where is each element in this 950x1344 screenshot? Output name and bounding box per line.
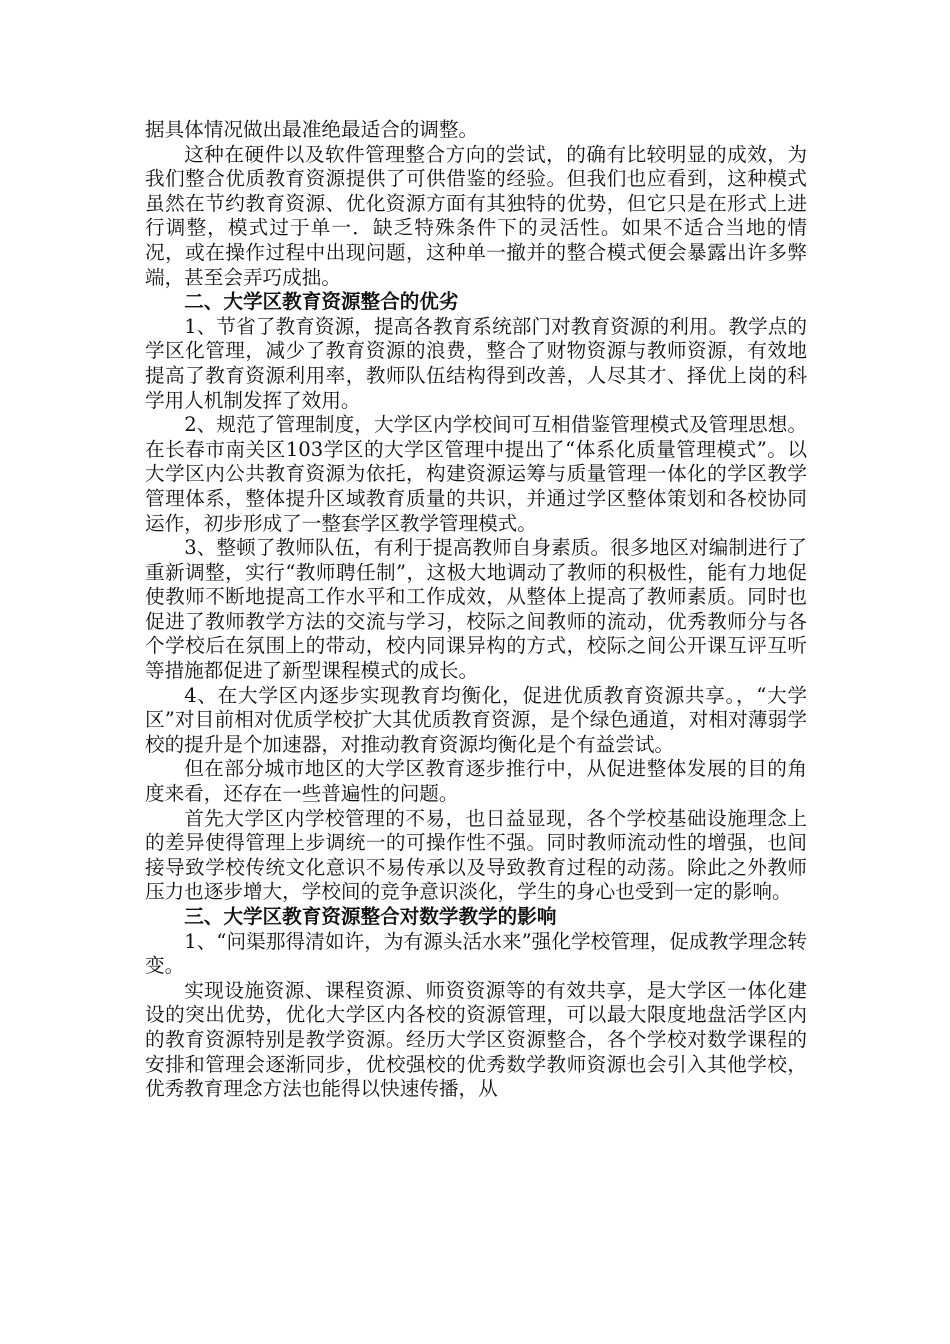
paragraph-point-4: 4、在大学区内逐步实现教育均衡化，促进优质教育资源共享。，“大学区”对目前相对优质学校扩大其优质教育资源，是个绿色通道，对相对薄弱学校的提升是个加速器，对推动教育资源均衡化是个有益尝试。 — [145, 683, 807, 756]
paragraph-resource-sharing: 实现设施资源、课程资源、师资资源等的有效共享，是大学区一体化建设的突出优势，优化大学区内各校的资源管理，可以最大限度地盘活学区内的教育资源特别是教学资源。经历大学区资源整合，各个学校对数学课程的安排和管理会逐渐同步，优校强校的优秀数学教师资源也会引入其他学校，优秀教育理念方法也能得以快速传播，从 — [145, 978, 807, 1101]
paragraph-problems-intro: 但在部分城市地区的大学区教育逐步推行中，从促进整体发展的目的角度来看，还存在一些普遍性的问题。 — [145, 757, 807, 806]
document-page — [145, 118, 807, 1102]
section-heading-3: 三、大学区教育资源整合对数学教学的影响 — [184, 905, 557, 928]
paragraph-continuation: 据具体情况做出最准绝最适合的调整。 — [145, 118, 479, 141]
paragraph-point-3: 3、整顿了教师队伍，有利于提高教师自身素质。很多地区对编制进行了重新调整，实行“教师聘任制”，这极大地调动了教师的积极性，能有力地促使教师不断地提高工作水平和工作成效，从整体上提高了教师素质。同时也促进了教师教学方法的交流与学习，校际之间教师的流动，优秀教师分与各个学校后在氛围上的带动，校内同课异构的方式，校际之间公开课互评互听等措施都促进了新型课程模式的成长。 — [145, 536, 807, 683]
paragraph-point-1: 1、节省了教育资源，提高各教育系统部门对教育资源的利用。教学点的学区化管理，减少了教育资源的浪费，整合了财物资源与教师资源，有效地提高了教育资源利用率，教师队伍结构得到改善，人尽其才、择优上岗的科学用人机制发挥了效用。 — [145, 314, 807, 412]
paragraph-point-2: 2、规范了管理制度，大学区内学校间可互相借鉴管理模式及管理思想。在长春市南关区103学区的大学区管理中提出了“体系化质量管理模式”。以大学区内公共教育资源为依托，构建资源运筹与质量管理一体化的学区教学管理体系，整体提升区域教育质量的共识，并通过学区整体策划和各校协同运作，初步形成了一整套学区教学管理模式。 — [145, 413, 807, 535]
paragraph-integration-attempt: 这种在硬件以及软件管理整合方向的尝试，的确有比较明显的成效，为我们整合优质教育资源提供了可供借鉴的经验。但我们也应看到，这种模式虽然在节约教育资源、优化资源方面有其独特的优势，但它只是在形式上进行调整，模式过于单一．缺乏特殊条件下的灵活性。如果不适合当地的情况，或在操作过程中出现问题，这种单一撤并的整合模式便会暴露出许多弊端，甚至会弄巧成拙。 — [145, 142, 807, 289]
paragraph-problems-detail: 首先大学区内学校管理的不易，也日益显现，各个学校基础设施理念上的差异使得管理上步调统一的可操作性不强。同时教师流动性的增强，也间接导致学校传统文化意识不易传承以及导致教育过程的动荡。除此之外教师压力也逐步增大，学校间的竞争意识淡化，学生的身心也受到一定的影响。 — [145, 806, 807, 904]
section-heading-2: 二、大学区教育资源整合的优劣 — [184, 290, 459, 314]
paragraph-math-point-1: 1、“问渠那得清如许，为有源头活水来”强化学校管理，促成教学理念转变。 — [145, 929, 807, 978]
